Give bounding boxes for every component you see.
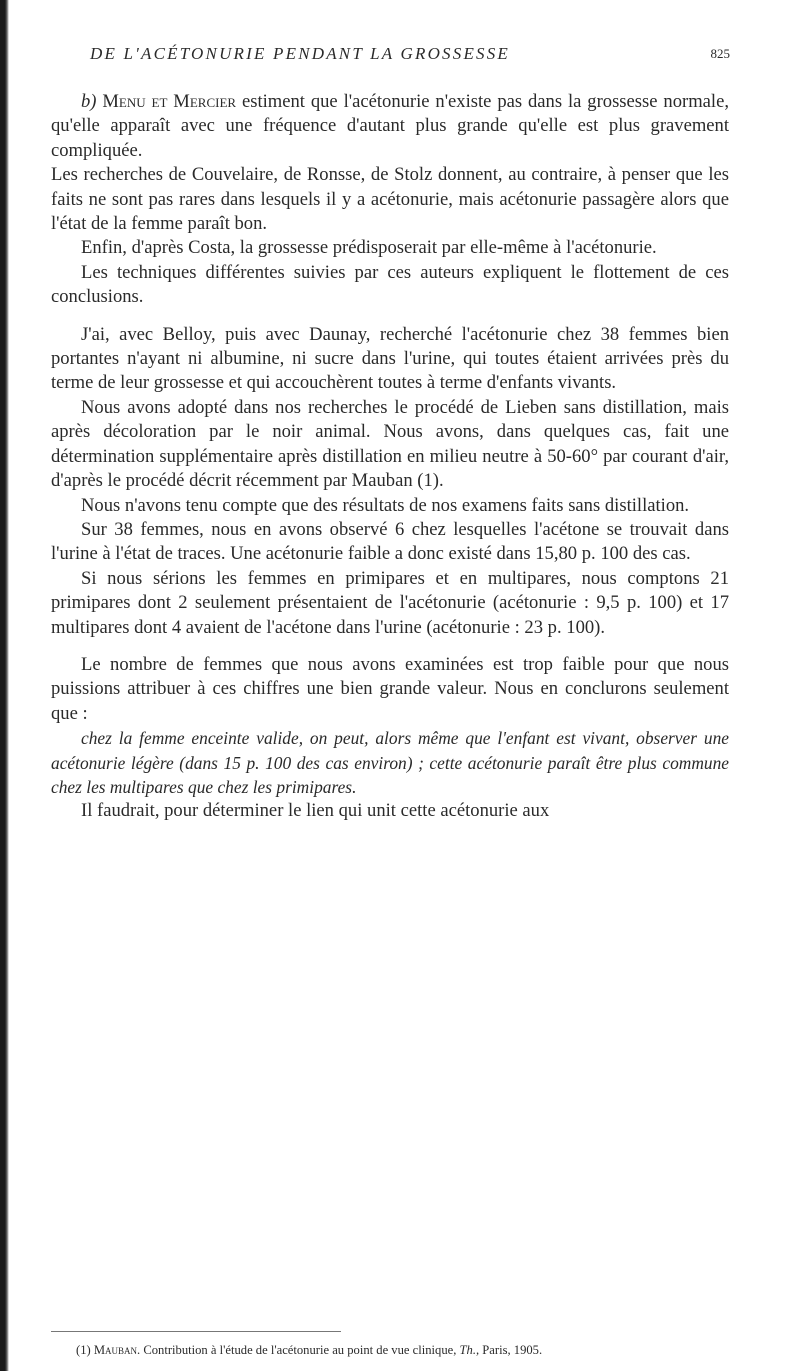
footnote-abbr: Th., — [459, 1343, 480, 1357]
paragraph-8: Sur 38 femmes, nous en avons observé 6 chez lesquelles l'acétone se trouvait dans l'urine à l'état de traces. Une acétonurie faible a donc existé dans 15,80 p. 100 des cas. — [51, 518, 729, 565]
running-header — [90, 44, 730, 68]
footnote — [76, 1342, 732, 1358]
running-title: DE L'ACÉTONURIE PENDANT LA GROSSESSE — [90, 44, 511, 63]
footnote-author: Mauban. — [93, 1343, 141, 1357]
paragraph-9: Si nous sérions les femmes en primipares et en multipares, nous comptons 21 primipares dont 2 seulement présentaient de l'acétonurie (acétonurie : 9,5 p. 100) et 17 multipares dont 4 avaient de l'acétone dans l'urine (acétonurie : 23 p. 100). — [51, 567, 729, 638]
footnote-place-year: Paris, 1905. — [482, 1343, 543, 1357]
page-edge-rule — [0, 0, 9, 1371]
conclusion-italic: chez la femme enceinte valide, on peut, alors même que l'enfant est vivant, observer une acétonurie légère (dans 15 p. 100 des cas environ) ; cette acétonurie paraît être plus commune chez les multipares que chez les primipares. — [51, 728, 729, 797]
paragraph-7: Nous n'avons tenu compte que des résultats de nos examens faits sans distillation. — [81, 494, 690, 516]
author-names: Menu et Mercier — [102, 91, 237, 112]
paragraph-3: Enfin, d'après Costa, la grossesse prédisposerait par elle-même à l'acétonurie. — [81, 237, 657, 259]
paragraph-12: Il faudrait, pour déterminer le lien qui unit cette acétonurie aux — [81, 800, 550, 822]
paragraph-5: J'ai, avec Belloy, puis avec Daunay, recherché l'acétonurie chez 38 femmes bien portantes n'ayant ni albumine, ni sucre dans l'urine, qui toutes étaient arrivées près du terme de leur grossesse et qui accouchèrent toutes à terme d'enfants vivants. — [51, 323, 729, 394]
paragraph-2: Les recherches de Couvelaire, de Ronsse, de Stolz donnent, au contraire, à penser que les faits ne sont pas rares dans lesquels il y a acétonurie, mais acétonurie passagère alors que l'état de la femme paraît bon. — [51, 164, 729, 235]
footnote-marker: (1) — [76, 1343, 91, 1357]
footnote-text: Contribution à l'étude de l'acétonurie au point de vue clinique, — [143, 1343, 457, 1357]
page-number: 825 — [710, 46, 730, 61]
paragraph-1 — [51, 90, 729, 163]
footnote-divider — [51, 1331, 341, 1332]
paragraph-6: Nous avons adopté dans nos recherches le procédé de Lieben sans distillation, mais après décoloration par le noir animal. Nous avons, dans quelques cas, fait une détermination supplémentaire après distillation en milieu neutre à 50-60° par courant d'air, d'après le procédé décrit récemment par Mauban (1). — [51, 396, 729, 492]
paragraph-10: Le nombre de femmes que nous avons examinées est trop faible pour que nous puissions attribuer à ces chiffres une bien grande valeur. Nous en conclurons seulement que : — [51, 653, 729, 724]
body-text — [51, 90, 729, 824]
paragraph-marker: b) — [81, 91, 97, 112]
paragraph-4: Les techniques différentes suivies par ces auteurs expliquent le flottement de ces conclusions. — [51, 261, 729, 308]
paragraph-text: estiment que l'acétonurie n'existe pas dans la grossesse normale, qu'elle apparaît avec une fréquence d'autant plus grande qu'elle est plus gravement compliquée. — [51, 91, 729, 161]
